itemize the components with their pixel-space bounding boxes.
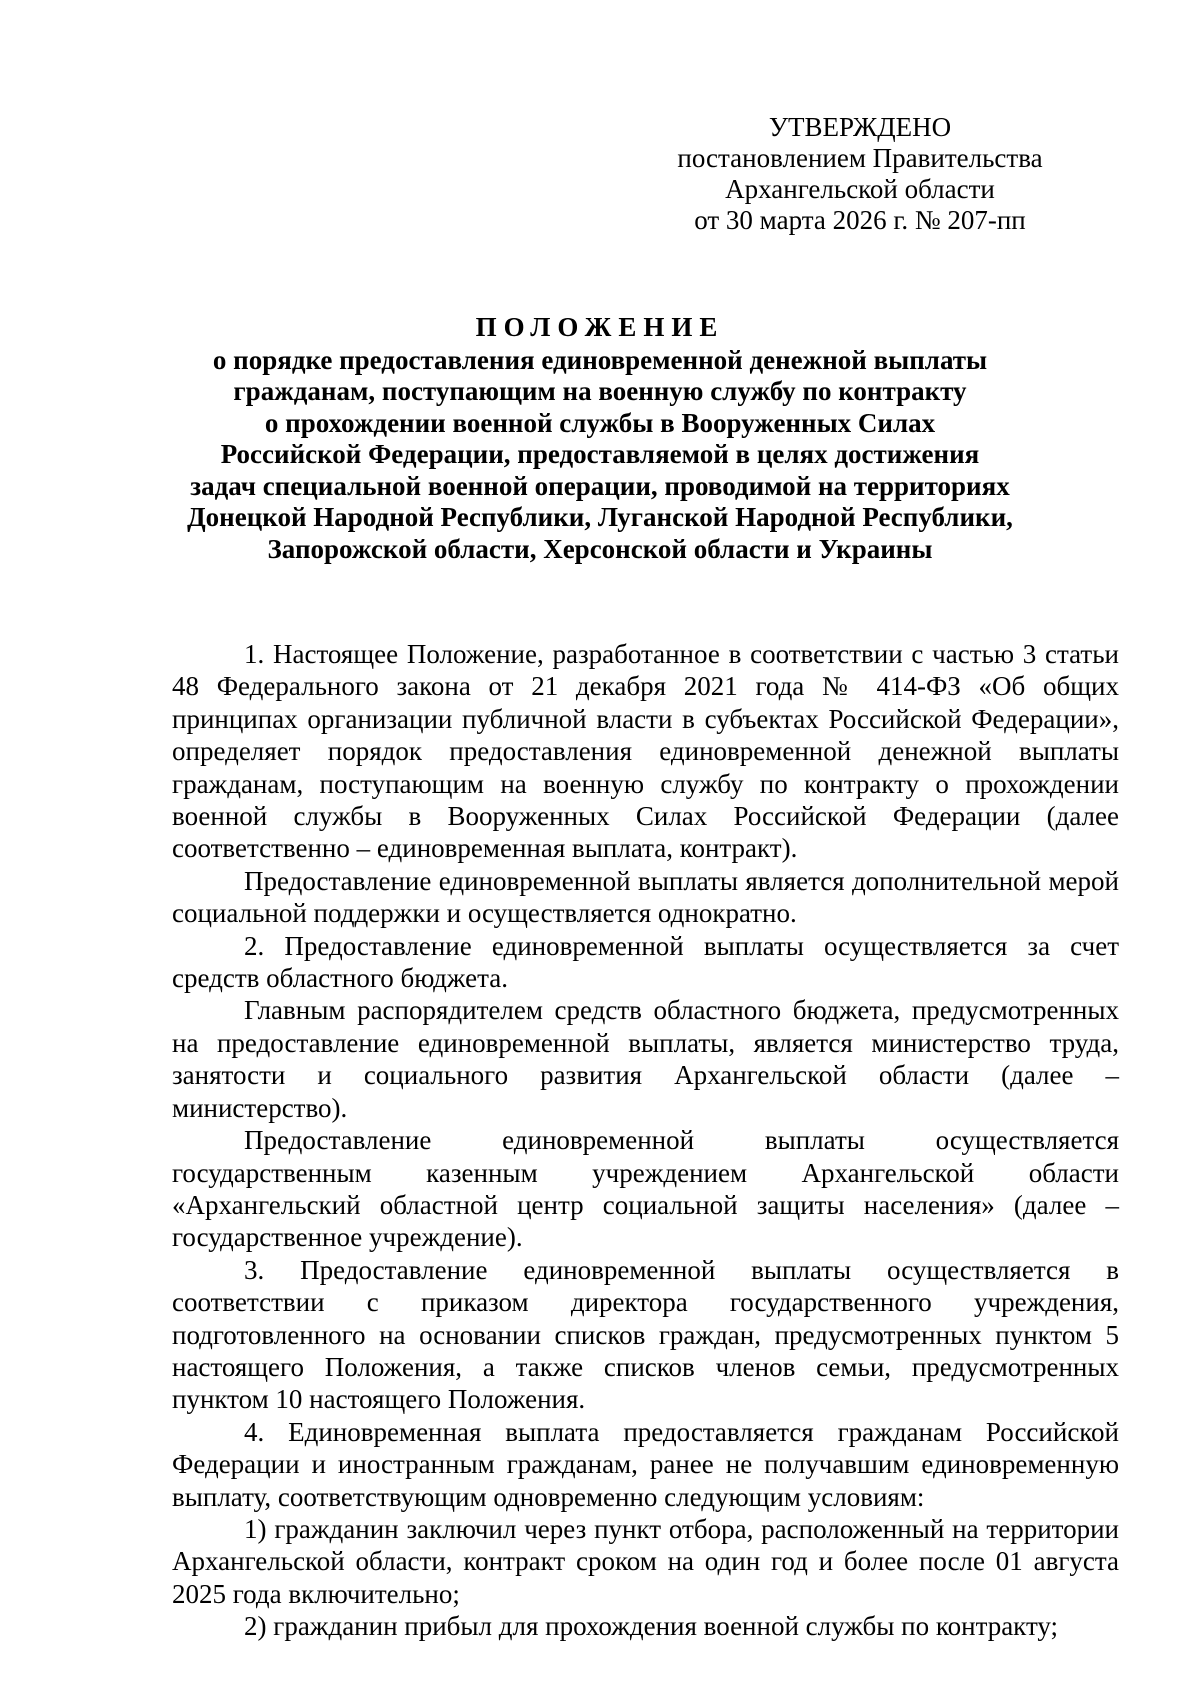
document-body <box>172 638 1119 1643</box>
document-subtitle-line: Запорожской области, Херсонской области и Украины <box>267 533 933 564</box>
paragraph-3: 3. Предоставление единовременной выплаты осуществляется в соответствии с приказом директора государственного учреждения, подготовленного на основании списков граждан, предусмотренных пунктом 5 настоящего Положения, а также списков членов семьи, предусмотренных пунктом 10 настоящего Положения. <box>172 1254 1119 1415</box>
document-subtitle-line: гражданам, поступающим на военную службу по контракту <box>233 376 967 406</box>
document-subtitle-line: о порядке предоставления единовременной денежной выплаты <box>212 344 988 375</box>
document-subtitle-line: Российской Федерации, предоставляемой в целях достижения <box>220 439 980 469</box>
condition-item-1: 1) гражданин заключил через пункт отбора, расположенный на территории Архангельской области, контракт сроком на один год и более после 01 августа 2025 года включительно; <box>172 1513 1119 1609</box>
approval-authority: постановлением Правительства <box>677 143 1043 173</box>
paragraph-2: 2. Предоставление единовременной выплаты осуществляется за счет средств областного бюджета. <box>172 930 1119 994</box>
paragraph-4: 4. Единовременная выплата предоставляется гражданам Российской Федерации и иностранным гражданам, ранее не получавшим единовременную выплату, соответствующим одновременно следующим условиям: <box>172 1416 1119 1512</box>
approval-stamp-block <box>660 112 1060 236</box>
paragraph-2-institution: Предоставление единовременной выплаты осуществляется государственным казенным учреждением Архангельской области «Архангельский областной центр социальной защиты населения» (далее – государственное учреждение). <box>172 1125 1119 1253</box>
document-title-block <box>160 312 1040 565</box>
approval-date-number: от 30 марта 2026 г. № 207-пп <box>694 205 1026 235</box>
condition-item-2: 2) гражданин прибыл для прохождения военной службы по контракту; <box>244 1611 1059 1642</box>
document-subtitle-line: Донецкой Народной Республики, Луганской Народной Республики, <box>187 502 1013 532</box>
paragraph-1: 1. Настоящее Положение, разработанное в соответствии с частью 3 статьи 48 Федерального закона от 21 декабря 2021 года № 414-ФЗ «Об общих принципах организации публичной власти в субъектах Российской Федерации», определяет порядок предоставления единовременной денежной выплаты гражданам, поступающим на военную службу по контракту о прохождении военной службы в Вооруженных Силах Российской Федерации (далее соответственно – единовременная выплата, контракт). <box>172 639 1119 864</box>
paragraph-2-manager: Главным распорядителем средств областного бюджета, предусмотренных на предоставление единовременной выплаты, является министерство труда, занятости и социального развития Архангельской области (далее – министерство). <box>172 995 1119 1123</box>
document-heading: ПОЛОЖЕНИЕ <box>475 312 725 342</box>
document-subtitle-line: о прохождении военной службы в Вооруженных Силах <box>264 407 936 438</box>
document-subtitle-line: задач специальной военной операции, проводимой на территориях <box>190 470 1010 501</box>
approval-label: УТВЕРЖДЕНО <box>768 112 952 142</box>
paragraph-1-supplement: Предоставление единовременной выплаты является дополнительной мерой социальной поддержки и осуществляется однократно. <box>172 865 1119 929</box>
approval-region: Архангельской области <box>725 174 995 204</box>
